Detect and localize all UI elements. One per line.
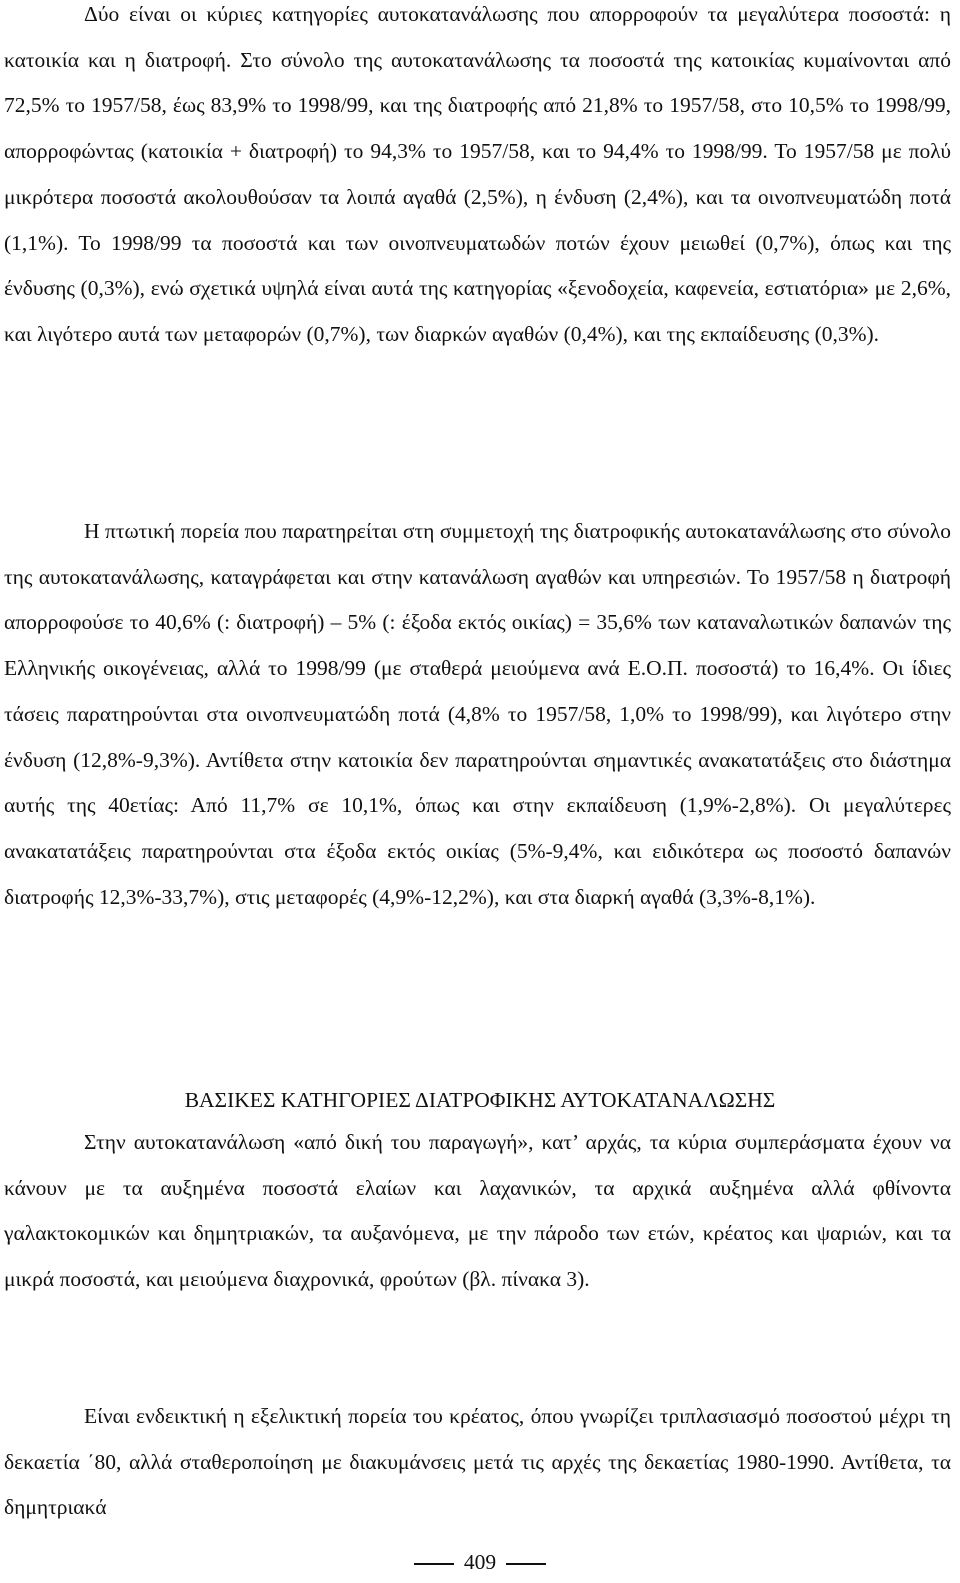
paragraph-meat-evolution: Είναι ενδεικτική η εξελικτική πορεία του κρέατος, όπου γνωρίζει τριπλασιασμό ποσοστού μέχρι τη δεκαετία ΄80, αλλά σταθεροποίηση με διακυμάνσεις μετά τις αρχές της δεκαετίας 1980-1990. Αντίθετα, τα δημητριακά xyxy=(4,1404,951,1520)
section-heading: ΒΑΣΙΚΕΣ ΚΑΤΗΓΟΡΙΕΣ ΔΙΑΤΡΟΦΙΚΗΣ ΑΥΤΟΚΑΤΑΝΑΛΩΣΗΣ xyxy=(184,1088,776,1112)
paragraph-own-production: Στην αυτοκατανάλωση «από δική του παραγωγή», κατ’ αρχάς, τα κύρια συμπεράσματα έχουν να κάνουν με τα αυξημένα ποσοστά ελαίων και λαχανικών, τα αρχικά αυξημένα αλλά φθίνοντα γαλακτοκομικών και δημητριακών, τα αυξανόμενα, με την πάροδο των ετών, κρέατος και ψαριών, και τα μικρά ποσοστά, και μειούμενα διαχρονικά, φρούτων (βλ. πίνακα 3). xyxy=(4,1130,951,1292)
right-dash-decoration xyxy=(506,1563,546,1565)
page-footer xyxy=(0,1545,960,1579)
page-number: 409 xyxy=(463,1550,497,1574)
paragraph-self-consumption-categories: Δύο είναι οι κύριες κατηγορίες αυτοκατανάλωσης που απορροφούν τα μεγαλύτερα ποσοστά: η κατοικία και η διατροφή. Στο σύνολο της αυτοκατανάλωσης τα ποσοστά της κατοικίας κυμαίνονται από 72,5% το 1957/58, έως 83,9% το 1998/99, και της διατροφής από 21,8% το 1957/58, στο 10,5% το 1998/99, απορροφώντας (κατοικία + διατροφή) το 94,3% το 1957/58, και το 94,4% το 1998/99. Το 1957/58 με πολύ μικρότερα ποσοστά ακολουθούσαν τα λοιπά αγαθά (2,5%), η ένδυση (2,4%), και τα οινοπνευματώδη ποτά (1,1%). Το 1998/99 τα ποσοστά και των οινοπνευματωδών ποτών έχουν μειωθεί (0,7%), όπως και της ένδυσης (0,3%), ενώ σχετικά υψηλά είναι αυτά της κατηγορίας «ξενοδοχεία, καφενεία, εστιατόρια» με 2,6%, και λιγότερο αυτά των μεταφορών (0,7%), των διαρκών αγαθών (0,4%), και της εκπαίδευσης (0,3%). xyxy=(4,2,951,346)
left-dash-decoration xyxy=(414,1563,454,1565)
paragraph-declining-food-share: Η πτωτική πορεία που παρατηρείται στη συμμετοχή της διατροφικής αυτοκατανάλωσης στο σύνολο της αυτοκατανάλωσης, καταγράφεται και στην κατανάλωση αγαθών και υπηρεσιών. Το 1957/58 η διατροφή απορροφούσε το 40,6% (: διατροφή) – 5% (: έξοδα εκτός οικίας) = 35,6% των καταναλωτικών δαπανών της Ελληνικής οικογένειας, αλλά το 1998/99 (με σταθερά μειούμενα ανά Ε.Ο.Π. ποσοστά) το 16,4%. Οι ίδιες τάσεις παρατηρούνται στα οινοπνευματώδη ποτά (4,8% το 1957/58, 1,0% το 1998/99), και λιγότερο στην ένδυση (12,8%-9,3%). Αντίθετα στην κατοικία δεν παρατηρούνται σημαντικές ανακατατάξεις στο διάστημα αυτής της 40ετίας: Από 11,7% σε 10,1%, όπως και στην εκπαίδευση (1,9%-2,8%). Οι μεγαλύτερες ανακατατάξεις παρατηρούνται στα έξοδα εκτός οικίας (5%-9,4%, και ειδικότερα ως ποσοστό δαπανών διατροφής 12,3%-33,7%), στις μεταφορές (4,9%-12,2%), και στα διαρκή αγαθά (3,3%-8,1%). xyxy=(4,519,951,909)
